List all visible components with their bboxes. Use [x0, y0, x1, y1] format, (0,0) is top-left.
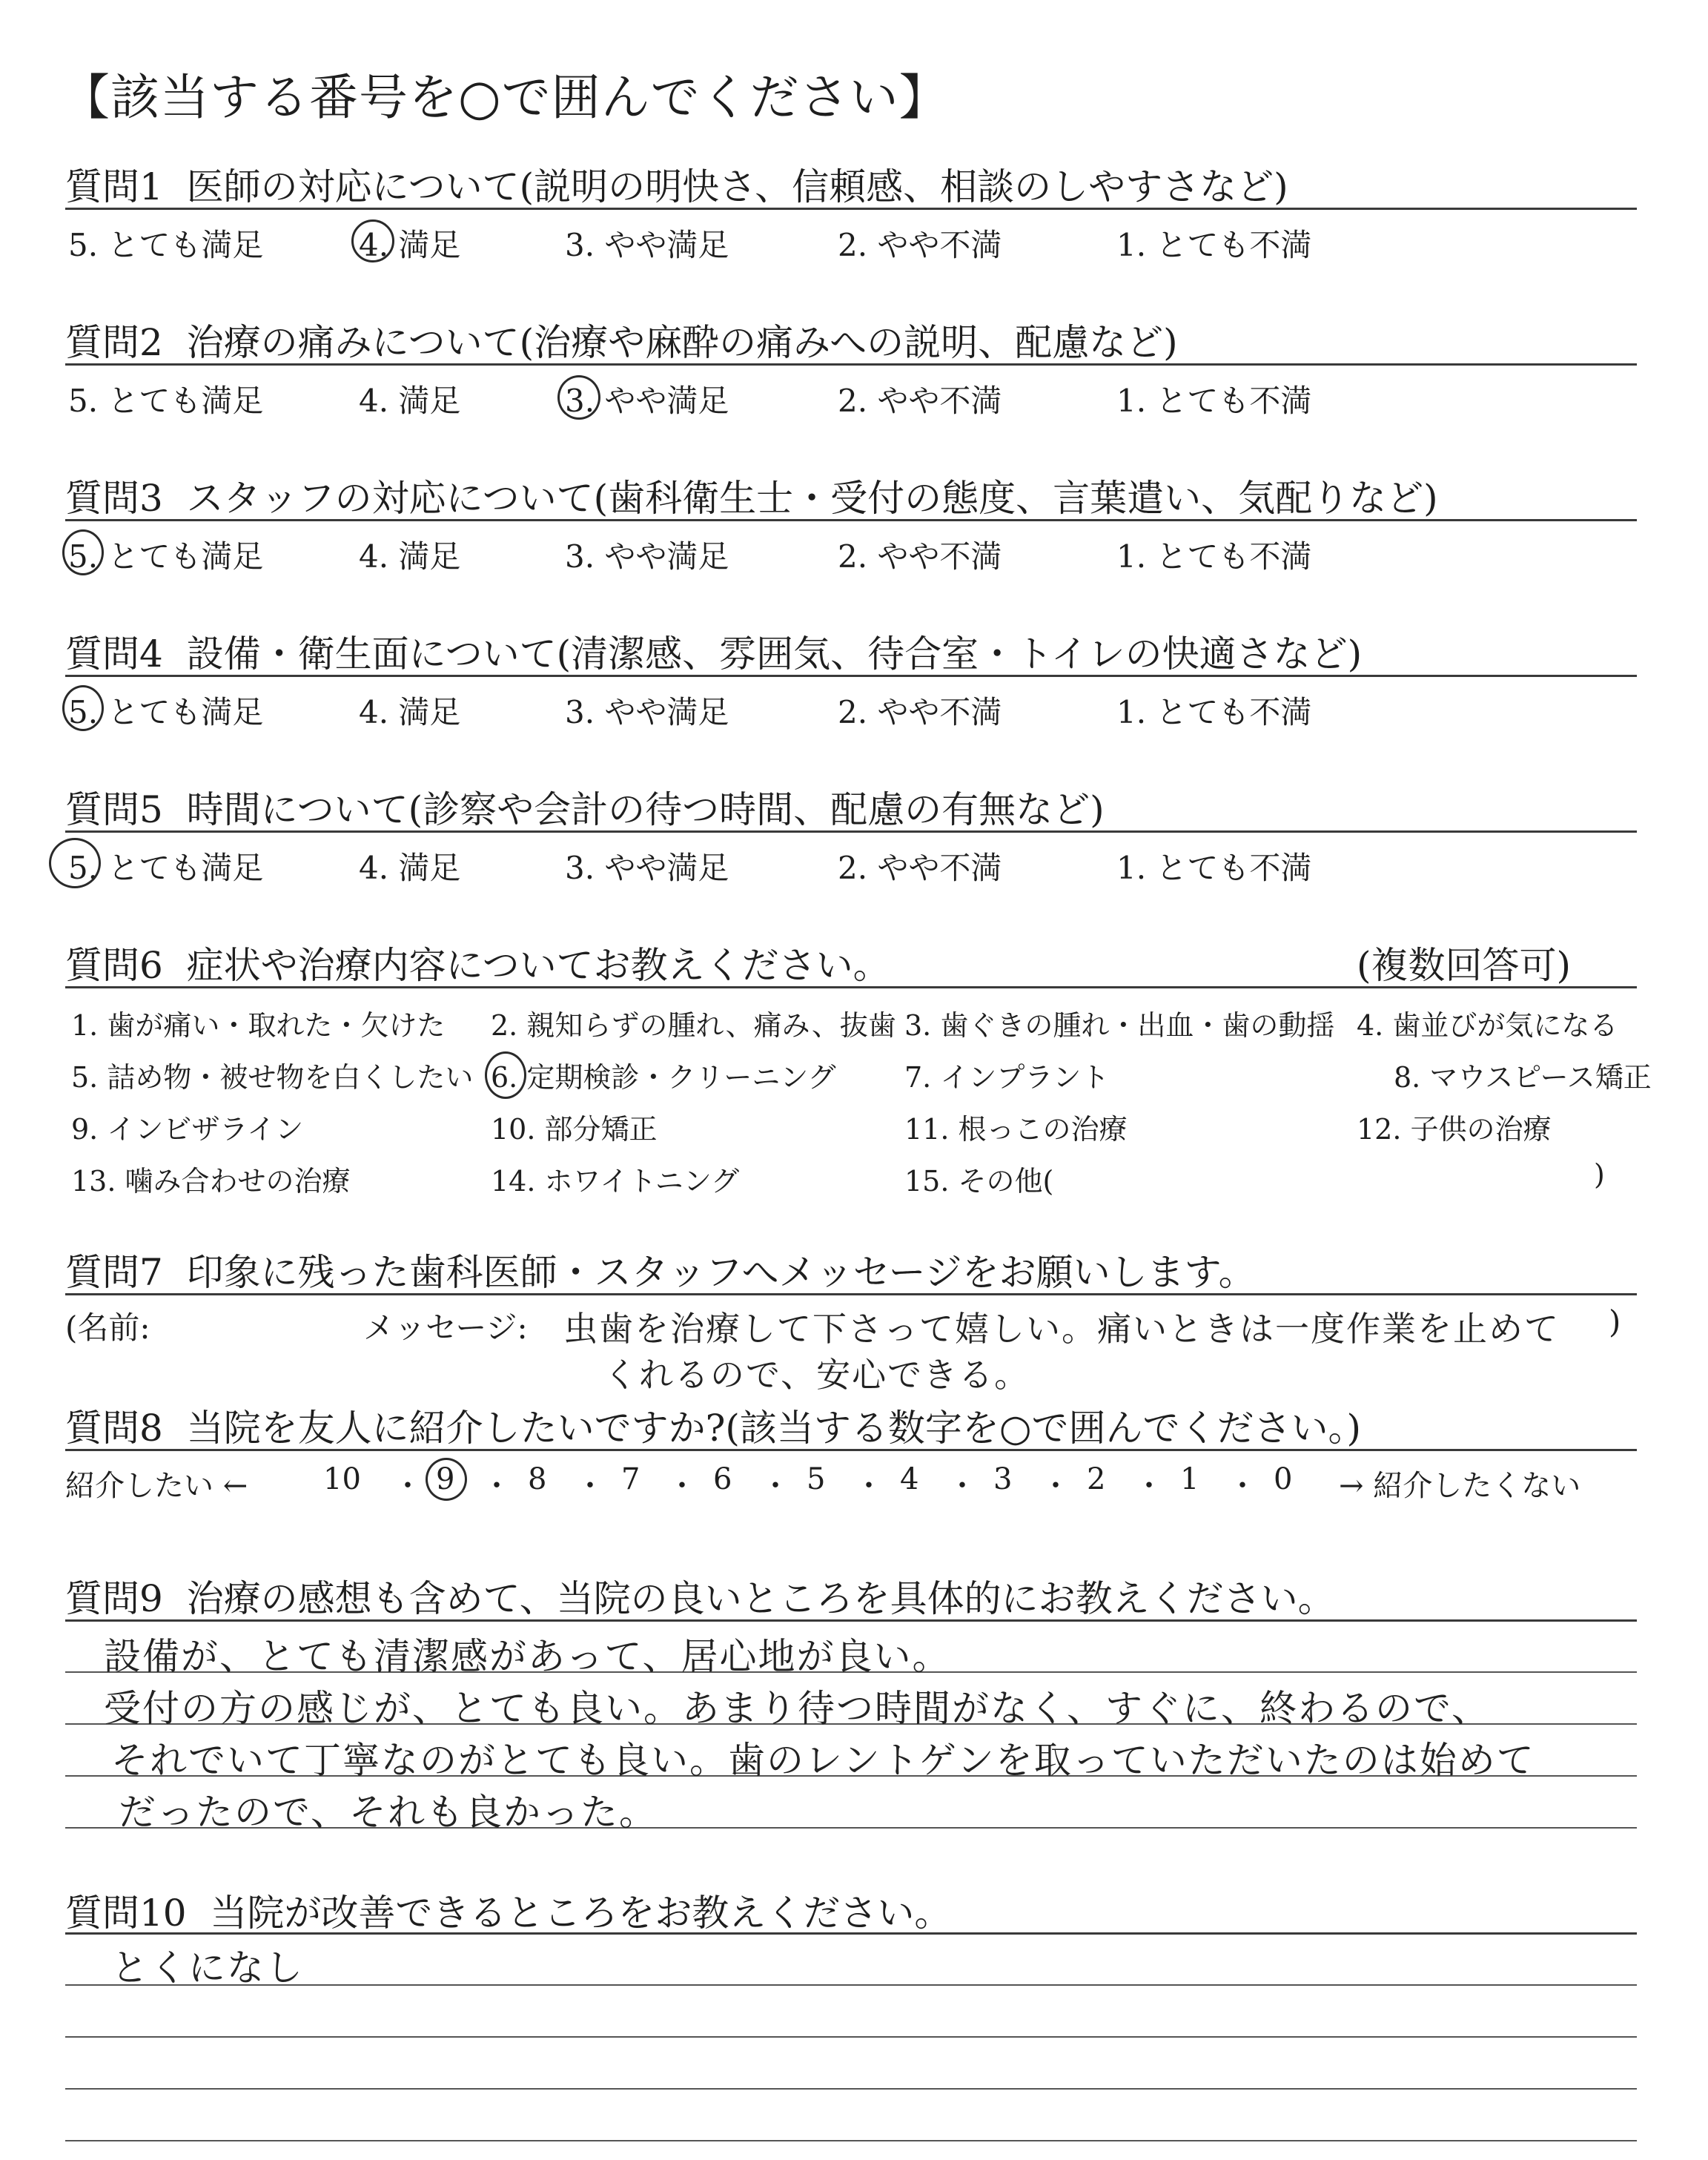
question-9-rule	[65, 1619, 1637, 1622]
question-7-title: 印象に残った歯科医師・スタッフへメッセージをお願いします。	[186, 1251, 1256, 1294]
q9-answer-line-2[interactable]: 受付の方の感じが、とても良い。あまり待つ時間がなく、すぐに、終わるので、	[104, 1687, 1490, 1730]
q6-item-7[interactable]: 7. インプラント	[904, 1061, 1110, 1094]
q8-right-label: → 紹介したくない	[1339, 1469, 1581, 1503]
answer-line	[65, 2036, 1637, 2038]
q4-option-4[interactable]: 4. 満足	[359, 694, 461, 730]
q8-scale-8[interactable]: 8	[528, 1462, 547, 1496]
question-9-title: 治療の感想も含めて、当院の良いところを具体的にお教えください。	[186, 1577, 1335, 1620]
q2-option-1[interactable]: 1. とても不満	[1116, 383, 1312, 419]
q8-scale-2[interactable]: 2	[1087, 1462, 1106, 1496]
q8-scale-dot: ・	[761, 1469, 790, 1503]
q1-option-3[interactable]: 3. やや満足	[565, 227, 729, 263]
answer-line	[65, 2088, 1637, 2090]
question-5-rule	[65, 830, 1637, 833]
question-10-label: 質問10	[65, 1892, 187, 1935]
question-5	[65, 780, 1105, 833]
q8-scale-5[interactable]: 5	[807, 1462, 826, 1496]
q5-option-3[interactable]: 3. やや満足	[565, 850, 729, 886]
q5-option-2[interactable]: 2. やや不満	[838, 850, 1002, 886]
q1-option-4[interactable]: 4. 満足	[359, 227, 461, 263]
q10-answer-line-1[interactable]: とくになし	[111, 1946, 304, 1989]
q8-scale-dot: ・	[854, 1469, 884, 1503]
q9-answer-line-1[interactable]: 設備が、とても清潔感があって、居心地が良い。	[104, 1635, 951, 1678]
question-9-label: 質問9	[65, 1577, 163, 1620]
q8-scale-dot: ・	[393, 1469, 423, 1503]
q8-scale-10[interactable]: 10	[323, 1462, 361, 1496]
question-6-rule	[65, 986, 1637, 988]
question-1-label: 質問1	[65, 165, 163, 208]
question-1	[65, 157, 1288, 211]
q6-item-12[interactable]: 12. 子供の治療	[1357, 1113, 1552, 1146]
question-8	[65, 1398, 1361, 1452]
question-10-title: 当院が改善できるところをお教えください。	[210, 1892, 952, 1935]
question-10-rule	[65, 1932, 1637, 1935]
question-8-rule	[65, 1449, 1637, 1451]
question-8-title: 当院を友人に紹介したいですか?(該当する数字を○で囲んでください。)	[186, 1407, 1362, 1450]
answer-line	[65, 2140, 1637, 2141]
question-6-title: 症状や治療内容についてお教えください。	[186, 944, 890, 987]
question-2-title: 治療の痛みについて(治療や麻酔の痛みへの説明、配慮など)	[186, 321, 1178, 364]
q3-option-1[interactable]: 1. とても不満	[1116, 538, 1312, 575]
q6-item-1[interactable]: 1. 歯が痛い・取れた・欠けた	[71, 1009, 446, 1042]
question-4	[65, 624, 1362, 678]
question-6	[65, 936, 890, 989]
question-2-rule	[65, 363, 1637, 366]
q8-scale-4[interactable]: 4	[900, 1462, 919, 1496]
question-7	[65, 1243, 1256, 1296]
q8-scale-6[interactable]: 6	[713, 1462, 732, 1496]
question-4-title: 設備・衛生面について(清潔感、雰囲気、待合室・トイレの快適さなど)	[186, 633, 1363, 676]
q2-option-5[interactable]: 5. とても満足	[68, 383, 264, 419]
q6-item-15[interactable]: 15. その他(	[904, 1165, 1054, 1198]
q7-name-label: (名前:	[65, 1309, 150, 1346]
q7-message-line-1[interactable]: 虫歯を治療して下さって嬉しい。痛いときは一度作業を止めて	[563, 1309, 1560, 1349]
q1-option-2[interactable]: 2. やや不満	[838, 227, 1002, 263]
question-3	[65, 469, 1438, 522]
q1-option-5[interactable]: 5. とても満足	[68, 227, 264, 263]
q5-option-4[interactable]: 4. 満足	[359, 850, 461, 886]
q8-scale-0[interactable]: 0	[1274, 1462, 1293, 1496]
question-3-label: 質問3	[65, 477, 163, 520]
question-7-rule	[65, 1293, 1637, 1295]
q4-option-1[interactable]: 1. とても不満	[1116, 694, 1312, 730]
q2-option-4[interactable]: 4. 満足	[359, 383, 461, 419]
q6-item-2[interactable]: 2. 親知らずの腫れ、痛み、抜歯	[491, 1009, 896, 1042]
question-2	[65, 313, 1178, 366]
q9-answer-line-4[interactable]: だったので、それも良かった。	[119, 1791, 658, 1834]
question-3-rule	[65, 519, 1637, 521]
form-header: 【該当する番号を○で囲んでください】	[61, 69, 949, 126]
q8-scale-dot: ・	[667, 1469, 697, 1503]
q6-item-14[interactable]: 14. ホワイトニング	[491, 1165, 740, 1198]
question-10	[65, 1883, 951, 1937]
q6-item-15-close-paren: )	[1594, 1158, 1605, 1191]
q6-item-10[interactable]: 10. 部分矯正	[491, 1113, 658, 1146]
question-1-title: 医師の対応について(説明の明快さ、信頼感、相談のしやすさなど)	[186, 165, 1288, 208]
q4-option-2[interactable]: 2. やや不満	[838, 694, 1002, 730]
q8-scale-3[interactable]: 3	[993, 1462, 1013, 1496]
q6-item-13[interactable]: 13. 噛み合わせの治療	[71, 1165, 351, 1198]
q8-scale-dot: ・	[482, 1469, 512, 1503]
question-9	[65, 1569, 1335, 1622]
q6-item-8[interactable]: 8. マウスピース矯正	[1394, 1061, 1652, 1094]
question-8-label: 質問8	[65, 1407, 163, 1450]
q8-scale-dot: ・	[1041, 1469, 1070, 1503]
q8-scale-7[interactable]: 7	[621, 1462, 640, 1496]
q9-answer-line-3[interactable]: それでいて丁寧なのがとても良い。歯のレントゲンを取っていただいたのは始めて	[111, 1739, 1535, 1782]
question-6-label: 質問6	[65, 944, 163, 987]
q2-option-2[interactable]: 2. やや不満	[838, 383, 1002, 419]
question-2-label: 質問2	[65, 321, 163, 364]
q6-item-11[interactable]: 11. 根っこの治療	[904, 1113, 1128, 1146]
q5-option-1[interactable]: 1. とても不満	[1116, 850, 1312, 886]
q6-item-6[interactable]: 6. 定期検診・クリーニング	[491, 1061, 836, 1094]
question-1-rule	[65, 208, 1637, 210]
q6-item-4[interactable]: 4. 歯並びが気になる	[1357, 1009, 1618, 1042]
q2-option-3[interactable]: 3. やや満足	[565, 383, 729, 419]
question-4-rule	[65, 675, 1637, 677]
question-5-label: 質問5	[65, 788, 163, 831]
q3-option-4[interactable]: 4. 満足	[359, 538, 461, 575]
question-5-title: 時間について(診察や会計の待つ時間、配慮の有無など)	[186, 788, 1105, 831]
q6-item-3[interactable]: 3. 歯ぐきの腫れ・出血・歯の動揺	[904, 1009, 1335, 1042]
q6-item-9[interactable]: 9. インビザライン	[71, 1113, 304, 1146]
q3-option-5[interactable]: 5. とても満足	[68, 538, 264, 575]
q7-close-paren: )	[1609, 1304, 1621, 1340]
q4-option-5[interactable]: 5. とても満足	[68, 694, 264, 730]
q5-option-5[interactable]: 5. とても満足	[68, 850, 264, 886]
q8-scale-dot: ・	[1134, 1469, 1164, 1503]
q8-scale-dot: ・	[575, 1469, 605, 1503]
q6-item-5[interactable]: 5. 詰め物・被せ物を白くしたい	[71, 1061, 474, 1094]
question-6-note: (複数回答可)	[1357, 944, 1572, 987]
question-7-label: 質問7	[65, 1251, 163, 1294]
q4-option-3[interactable]: 3. やや満足	[565, 694, 729, 730]
question-3-title: スタッフの対応について(歯科衛生士・受付の態度、言葉遣い、気配りなど)	[186, 477, 1438, 520]
q3-option-2[interactable]: 2. やや不満	[838, 538, 1002, 575]
q8-scale-9[interactable]: 9	[436, 1462, 455, 1496]
q8-scale-dot: ・	[1228, 1469, 1257, 1503]
q8-scale-dot: ・	[947, 1469, 977, 1503]
q3-option-3[interactable]: 3. やや満足	[565, 538, 729, 575]
q7-message-label: メッセージ:	[363, 1309, 528, 1346]
q1-option-1[interactable]: 1. とても不満	[1116, 227, 1312, 263]
q8-scale-1[interactable]: 1	[1180, 1462, 1199, 1496]
q8-left-label: 紹介したい ←	[65, 1469, 248, 1503]
q7-message-line-2[interactable]: くれるので、安心できる。	[603, 1355, 1030, 1395]
question-4-label: 質問4	[65, 633, 163, 676]
